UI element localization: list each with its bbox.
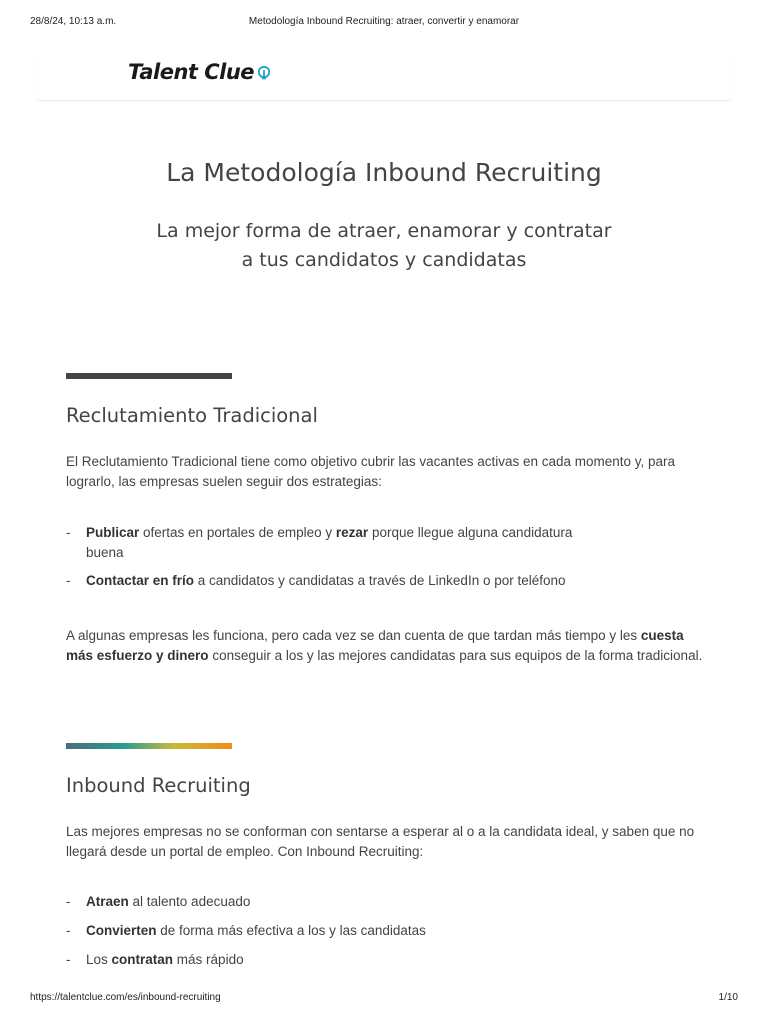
list-dash: - (66, 525, 71, 540)
lightbulb-icon (256, 65, 272, 81)
section-divider-gradient (66, 743, 232, 749)
bold-text: cuesta más esfuerzo y dinero (66, 628, 684, 663)
page-title: La Metodología Inbound Recruiting (166, 158, 602, 187)
site-header (38, 52, 730, 101)
bold-text: Atraen (86, 894, 129, 909)
bold-text: Publicar (86, 525, 140, 540)
logo[interactable] (128, 60, 272, 84)
bold-text: Convierten (86, 923, 157, 938)
outro-text: conseguir a los y las mejores candidatas para sus equipos de la forma tradicional. (208, 648, 703, 663)
traditional-outro (66, 626, 706, 666)
list-dash: - (66, 923, 71, 938)
list-item (66, 950, 598, 970)
traditional-strategies-list (66, 523, 598, 599)
list-text: al talento adecuado (128, 894, 251, 909)
print-date: 28/8/24, 10:13 a.m. (30, 16, 117, 27)
list-dash: - (66, 894, 71, 909)
list-text: porque llegue alguna candidatura buena (86, 525, 573, 560)
list-item (66, 523, 598, 563)
print-footer (30, 992, 738, 1006)
inbound-benefits-list (66, 892, 598, 979)
subtitle-line-1: La mejor forma de atraer, enamorar y contratar (156, 220, 612, 242)
list-dash: - (66, 573, 71, 588)
list-text: de forma más efectiva a los y las candidatas (156, 923, 426, 938)
subtitle-line-2: a tus candidatos y candidatas (241, 249, 527, 271)
page-subtitle (120, 217, 648, 275)
print-title: Metodología Inbound Recruiting: atraer, convertir y enamorar (248, 16, 520, 27)
list-item (66, 892, 598, 912)
print-url[interactable]: https://talentclue.com/es/inbound-recruiting (30, 992, 221, 1003)
inbound-intro: Las mejores empresas no se conforman con sentarse a esperar al o a la candidata ideal, y saben que no llegará desde un portal de empleo. Con Inbound Recruiting: (66, 824, 695, 859)
list-text: a candidatos y candidatas a través de LinkedIn o por teléfono (194, 573, 566, 588)
traditional-intro: El Reclutamiento Tradicional tiene como objetivo cubrir las vacantes activas en cada momento y, para lograrlo, las empresas suelen seguir dos estrategias: (66, 454, 676, 489)
list-item (66, 571, 598, 591)
list-text: ofertas en portales de empleo y (139, 525, 336, 540)
heading-traditional: Reclutamiento Tradicional (66, 404, 318, 427)
print-page-number: 1/10 (718, 992, 738, 1003)
list-item (66, 921, 598, 941)
list-text: más rápido (173, 952, 244, 967)
list-dash: - (66, 952, 71, 967)
section-divider-dark (66, 373, 232, 379)
bold-text: contratan (111, 952, 174, 967)
print-header (30, 16, 738, 30)
bold-text: Contactar en frío (86, 573, 195, 588)
heading-inbound: Inbound Recruiting (66, 774, 251, 797)
outro-text: A algunas empresas les funciona, pero cada vez se dan cuenta de que tardan más tiempo y les (66, 628, 641, 643)
bold-text: rezar (335, 525, 369, 540)
list-text: Los (86, 952, 112, 967)
logo-text: Talent Clue (128, 60, 255, 84)
